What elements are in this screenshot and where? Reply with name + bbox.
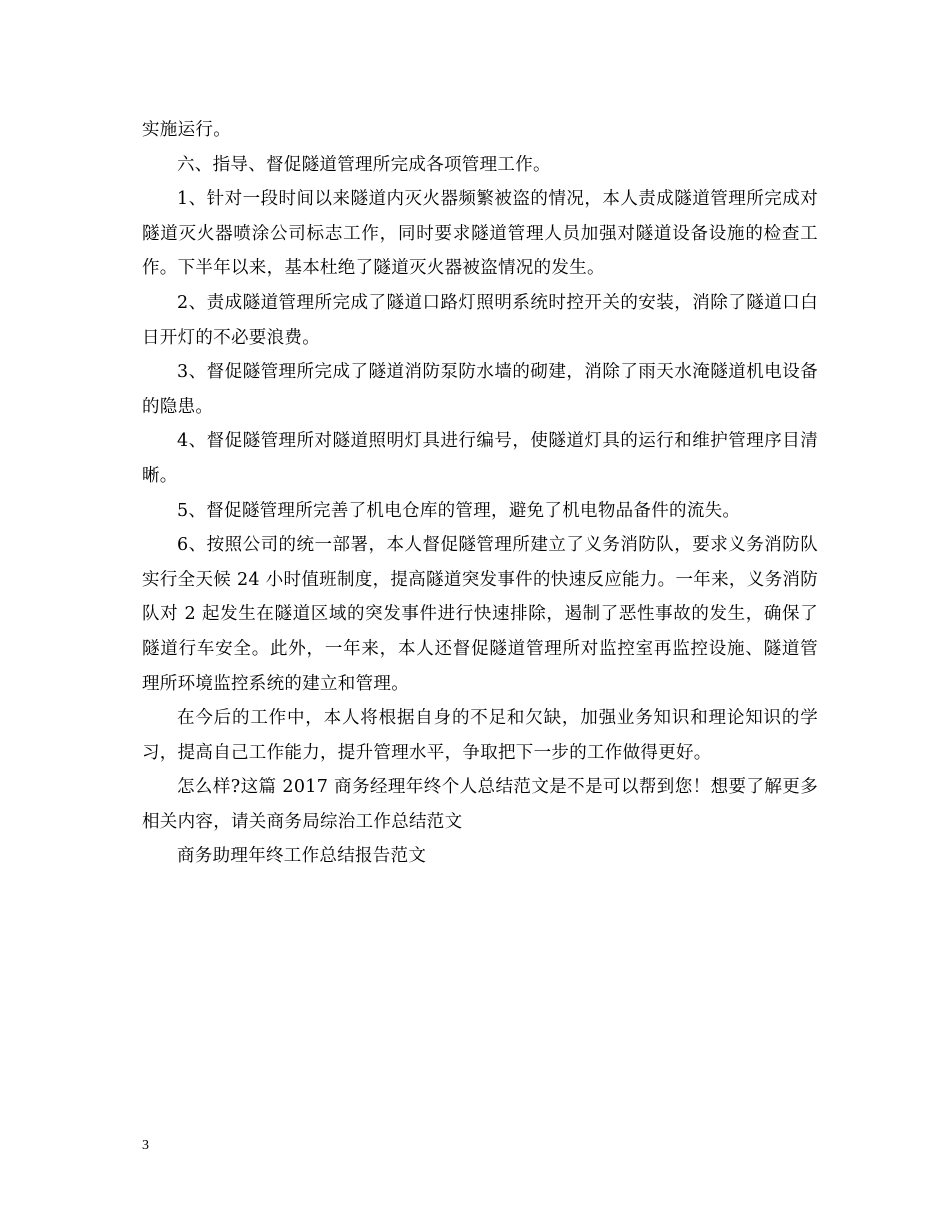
paragraph-5: 3、督促隧管理所完成了隧道消防泵防水墙的砌建，消除了雨天水淹隧道机电设备的隐患。 — [142, 362, 818, 417]
paragraph-7: 5、督促隧管理所完善了机电仓库的管理，避免了机电物品备件的流失。 — [177, 500, 741, 521]
page-number: 3 — [142, 1138, 149, 1153]
paragraph-1: 实施运行。 — [142, 120, 231, 140]
document-body — [142, 113, 818, 874]
paragraph-9: 在今后的工作中，本人将根据自身的不足和欠缺，加强业务知识和理论知识的学习，提高自己工作能力，提升管理水平，争取把下一步的工作做得更好。 — [142, 708, 818, 763]
paragraph-6: 4、督促隧管理所对隧道照明灯具进行编号，使隧道灯具的运行和维护管理序目清晰。 — [142, 431, 818, 486]
paragraph-8: 6、按照公司的统一部署，本人督促隧管理所建立了义务消防队，要求义务消防队实行全天候 24 小时值班制度，提高隧道突发事件的快速反应能力。一年来，义务消防队对 2 起发生在隧道区域的突发事件进行快速排除，遏制了恶性事故的发生，确保了隧道行车安全。此外，一年来，本人还督促隧道管理所对监控室再监控设施、隧道管理所环境监控系统的建立和管理。 — [142, 535, 818, 694]
paragraph-3: 1、针对一段时间以来隧道内灭火器频繁被盗的情况，本人责成隧道管理所完成对隧道灭火器喷涂公司标志工作，同时要求隧道管理人员加强对隧道设备设施的检查工作。下半年以来，基本杜绝了隧道灭火器被盗情况的发生。 — [142, 189, 818, 279]
paragraph-11: 商务助理年终工作总结报告范文 — [177, 846, 427, 867]
paragraph-10: 怎么样?这篇 2017 商务经理年终个人总结范文是不是可以帮到您！想要了解更多相关内容，请关商务局综治工作总结范文 — [142, 777, 818, 832]
paragraph-2: 六、指导、督促隧道管理所完成各项管理工作。 — [177, 154, 551, 175]
paragraph-4: 2、责成隧道管理所完成了隧道口路灯照明系统时控开关的安装，消除了隧道口白日开灯的不必要浪费。 — [142, 292, 818, 348]
